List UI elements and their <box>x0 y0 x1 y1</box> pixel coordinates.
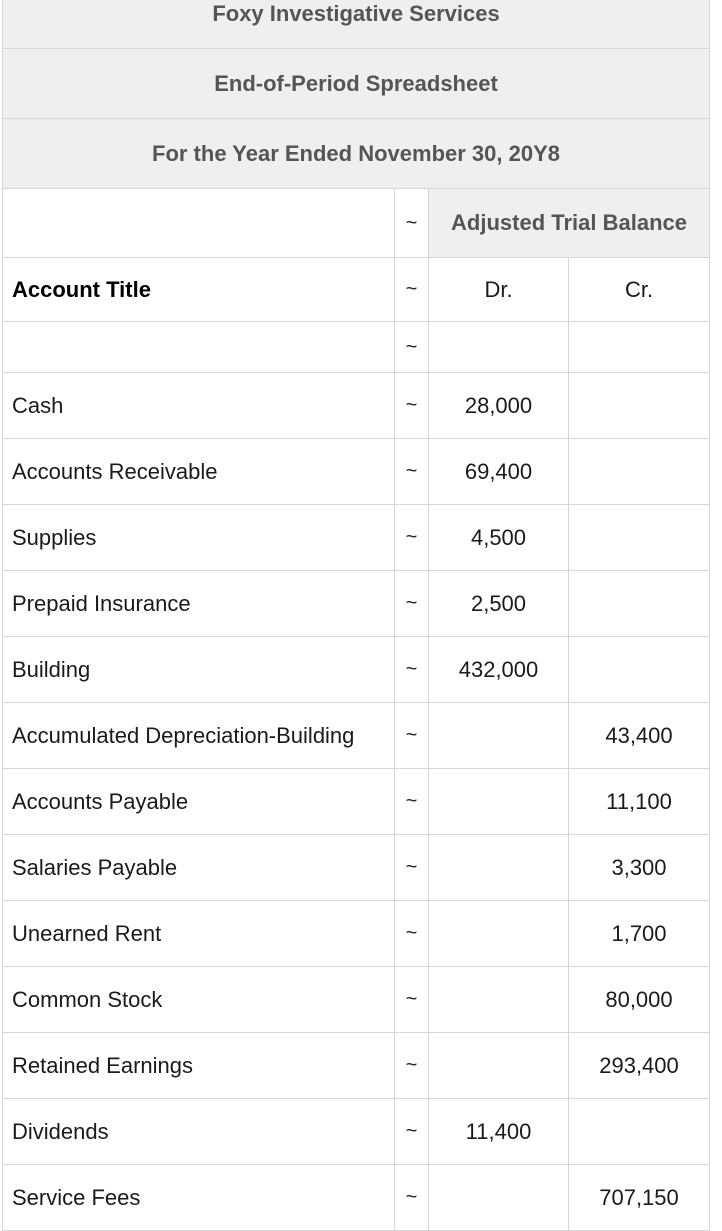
account-row <box>3 505 710 571</box>
debit-amount: 4,500 <box>429 505 569 571</box>
debit-amount: 28,000 <box>429 373 569 439</box>
credit-amount <box>569 439 710 505</box>
account-title: Accounts Payable <box>3 769 395 835</box>
credit-amount: 1,700 <box>569 901 710 967</box>
account-title: Dividends <box>3 1099 395 1165</box>
column-titles-row <box>3 258 710 322</box>
account-title-header: Account Title <box>3 258 395 322</box>
account-row <box>3 901 710 967</box>
tilde-marker: ~ <box>395 505 429 571</box>
credit-amount <box>569 1099 710 1165</box>
report-title: End-of-Period Spreadsheet <box>3 49 710 119</box>
period-label: For the Year Ended November 30, 20Y8 <box>3 119 710 189</box>
credit-amount: 43,400 <box>569 703 710 769</box>
account-row <box>3 967 710 1033</box>
credit-header: Cr. <box>569 258 710 322</box>
debit-amount <box>429 769 569 835</box>
debit-amount: 69,400 <box>429 439 569 505</box>
account-title: Cash <box>3 373 395 439</box>
account-row <box>3 637 710 703</box>
debit-amount <box>429 835 569 901</box>
trial-balance-table <box>2 0 710 1231</box>
spacer-cell <box>3 322 395 373</box>
account-title: Building <box>3 637 395 703</box>
account-title: Service Fees <box>3 1165 395 1231</box>
credit-amount: 293,400 <box>569 1033 710 1099</box>
account-row <box>3 835 710 901</box>
tilde-marker: ~ <box>395 703 429 769</box>
credit-amount <box>569 571 710 637</box>
account-title: Common Stock <box>3 967 395 1033</box>
spacer-cell <box>429 322 569 373</box>
debit-amount <box>429 1165 569 1231</box>
spacer-cell <box>569 322 710 373</box>
account-title: Retained Earnings <box>3 1033 395 1099</box>
account-title: Prepaid Insurance <box>3 571 395 637</box>
tilde-marker: ~ <box>395 189 429 258</box>
tilde-marker: ~ <box>395 1033 429 1099</box>
company-name: Foxy Investigative Services <box>3 0 710 49</box>
tilde-marker: ~ <box>395 258 429 322</box>
section-header-row <box>3 189 710 258</box>
tilde-marker: ~ <box>395 1165 429 1231</box>
credit-amount <box>569 505 710 571</box>
tilde-marker: ~ <box>395 835 429 901</box>
debit-amount: 2,500 <box>429 571 569 637</box>
period-row <box>3 119 710 189</box>
tilde-marker: ~ <box>395 571 429 637</box>
tilde-marker: ~ <box>395 439 429 505</box>
debit-amount: 11,400 <box>429 1099 569 1165</box>
account-row <box>3 439 710 505</box>
spacer-row <box>3 322 710 373</box>
account-row <box>3 1033 710 1099</box>
debit-amount: 432,000 <box>429 637 569 703</box>
account-row <box>3 703 710 769</box>
credit-amount <box>569 373 710 439</box>
account-row <box>3 571 710 637</box>
header-blank-cell <box>3 189 395 258</box>
account-title: Accumulated Depreciation-Building <box>3 703 395 769</box>
credit-amount: 3,300 <box>569 835 710 901</box>
account-title: Accounts Receivable <box>3 439 395 505</box>
account-row <box>3 769 710 835</box>
credit-amount <box>569 637 710 703</box>
debit-amount <box>429 967 569 1033</box>
account-row <box>3 1099 710 1165</box>
debit-amount <box>429 703 569 769</box>
tilde-marker: ~ <box>395 769 429 835</box>
credit-amount: 80,000 <box>569 967 710 1033</box>
tilde-marker: ~ <box>395 322 429 373</box>
account-row <box>3 1165 710 1231</box>
report-row <box>3 49 710 119</box>
adjusted-trial-balance-header: Adjusted Trial Balance <box>429 189 710 258</box>
account-title: Salaries Payable <box>3 835 395 901</box>
tilde-marker: ~ <box>395 901 429 967</box>
tilde-marker: ~ <box>395 373 429 439</box>
account-title: Unearned Rent <box>3 901 395 967</box>
credit-amount: 707,150 <box>569 1165 710 1231</box>
debit-amount <box>429 901 569 967</box>
account-title: Supplies <box>3 505 395 571</box>
tilde-marker: ~ <box>395 1099 429 1165</box>
account-row <box>3 373 710 439</box>
debit-amount <box>429 1033 569 1099</box>
credit-amount: 11,100 <box>569 769 710 835</box>
tilde-marker: ~ <box>395 967 429 1033</box>
tilde-marker: ~ <box>395 637 429 703</box>
company-row <box>3 0 710 49</box>
debit-header: Dr. <box>429 258 569 322</box>
